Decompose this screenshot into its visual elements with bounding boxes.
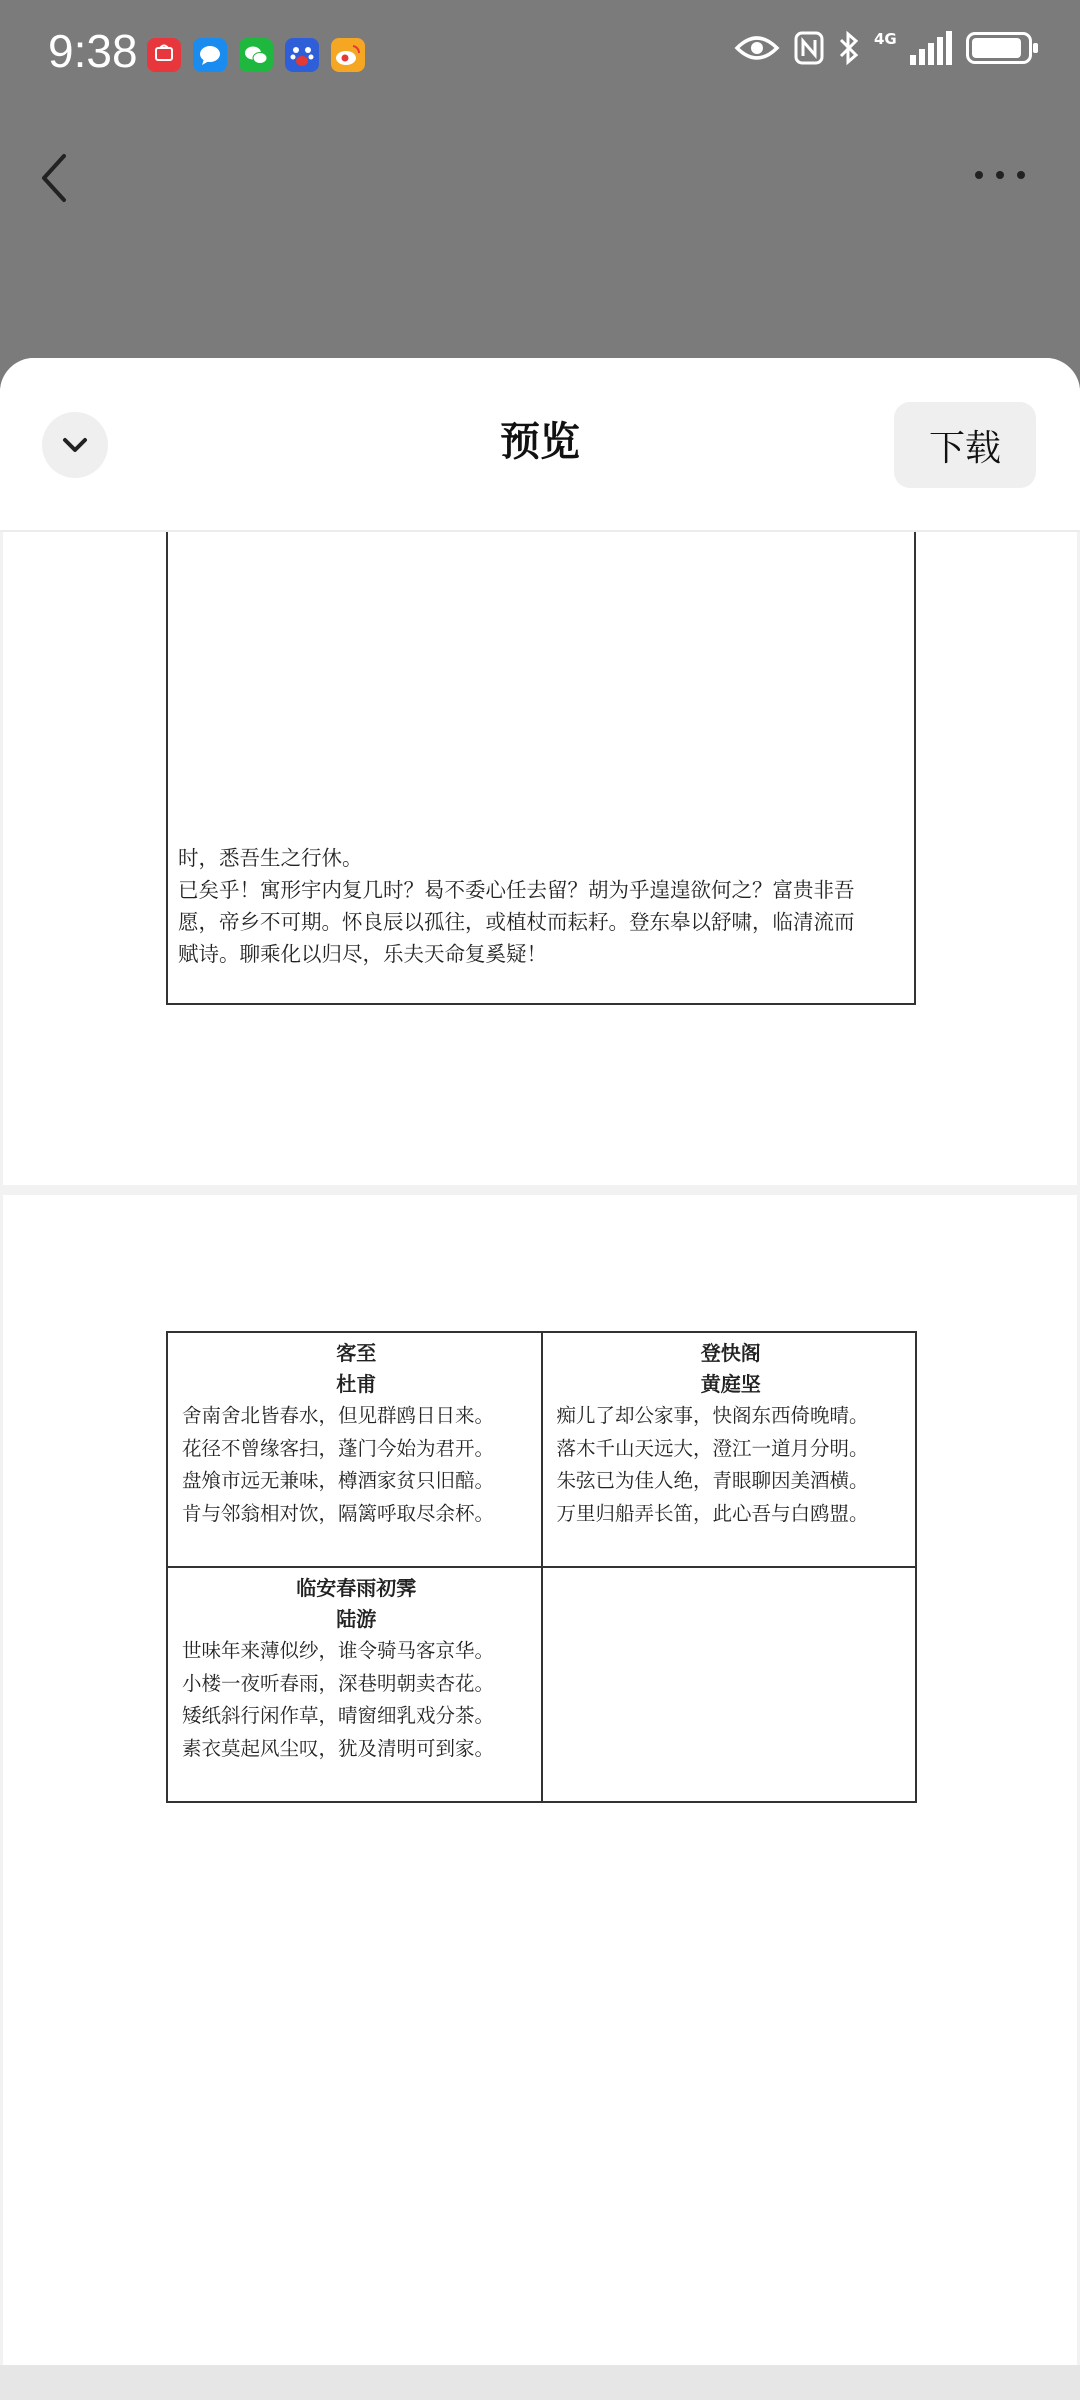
prose-line: 已矣乎！寓形宇内复几时？曷不委心任去留？胡为乎遑遑欲何之？富贵非吾 bbox=[178, 878, 855, 902]
messages-icon bbox=[193, 38, 227, 72]
status-time: 9:38 bbox=[48, 25, 138, 77]
battery-level bbox=[972, 38, 1021, 58]
document-page bbox=[3, 1195, 1077, 2400]
baidu-icon bbox=[285, 38, 319, 72]
poem-title: 临安春雨初霁 bbox=[296, 1576, 417, 1600]
huawei-appgallery-icon bbox=[147, 38, 181, 72]
empty-cell bbox=[542, 1567, 917, 1802]
poem-title: 客至 bbox=[336, 1341, 377, 1365]
more-horizontal-icon bbox=[970, 165, 1030, 185]
wechat-icon bbox=[239, 38, 273, 72]
sheet-header bbox=[0, 358, 1080, 532]
preview-sheet bbox=[0, 358, 1080, 2400]
network-type: 4G bbox=[874, 30, 897, 48]
document-preview[interactable] bbox=[0, 530, 1080, 2400]
bluetooth-icon bbox=[838, 30, 860, 66]
sheet-title: 预览 bbox=[500, 419, 580, 465]
poem-line: 矮纸斜行闲作草，晴窗细乳戏分茶。 bbox=[182, 1704, 495, 1727]
poem-line: 万里归船弄长笛，此心吾与白鸥盟。 bbox=[556, 1501, 869, 1525]
poem-line: 肯与邻翁相对饮，隔篱呼取尽余杯。 bbox=[182, 1501, 495, 1525]
nfc-icon bbox=[794, 31, 824, 65]
download-button[interactable]: 下载 bbox=[894, 402, 1036, 488]
poem-cell bbox=[167, 1567, 542, 1802]
chevron-left-icon bbox=[30, 148, 80, 208]
prose-text bbox=[178, 842, 902, 970]
poem-line: 素衣莫起风尘叹，犹及清明可到家。 bbox=[182, 1736, 495, 1760]
poem-line: 花径不曾缘客扫，蓬门今始为君开。 bbox=[182, 1436, 495, 1460]
poem-line: 痴儿了却公家事，快阁东西倚晚晴。 bbox=[556, 1404, 869, 1427]
poem-title: 登快阁 bbox=[700, 1341, 761, 1365]
prose-box bbox=[166, 530, 916, 1005]
page-gap bbox=[0, 2365, 1080, 2400]
network-label bbox=[874, 30, 896, 66]
back-button[interactable] bbox=[30, 148, 80, 208]
poem-cell bbox=[167, 1332, 542, 1567]
more-button[interactable] bbox=[970, 165, 1030, 185]
poem-author: 陆游 bbox=[336, 1607, 377, 1631]
poem-line: 朱弦已为佳人绝，青眼聊因美酒横。 bbox=[556, 1469, 869, 1492]
poem-table bbox=[166, 1331, 917, 1803]
poem-line: 舍南舍北皆春水，但见群鸥日日来。 bbox=[182, 1404, 495, 1427]
status-right bbox=[734, 30, 1032, 66]
prose-line: 愿，帝乡不可期。怀良辰以孤往，或植杖而耘耔。登东皋以舒啸，临清流而 bbox=[178, 910, 855, 934]
weibo-icon bbox=[331, 38, 365, 72]
poem-line: 盘飧市远无兼味，樽酒家贫只旧醅。 bbox=[182, 1469, 495, 1492]
document-page bbox=[3, 530, 1077, 1185]
battery-icon bbox=[966, 32, 1032, 64]
poem-author: 黄庭坚 bbox=[700, 1372, 761, 1396]
prose-line: 时，悉吾生之行休。 bbox=[178, 846, 363, 870]
prose-line: 赋诗。聊乘化以归尽，乐夫天命复奚疑！ bbox=[178, 942, 547, 966]
poem-line: 世味年来薄似纱，谁令骑马客京华。 bbox=[182, 1639, 495, 1662]
poem-line: 落木千山天远大，澄江一道月分明。 bbox=[556, 1436, 869, 1460]
poem-line: 小楼一夜听春雨，深巷明朝卖杏花。 bbox=[182, 1671, 495, 1695]
status-bar bbox=[0, 0, 1080, 115]
signal-icon bbox=[910, 31, 952, 65]
poem-author: 杜甫 bbox=[336, 1372, 377, 1396]
poem-cell bbox=[542, 1332, 917, 1567]
eye-comfort-icon bbox=[734, 32, 780, 64]
